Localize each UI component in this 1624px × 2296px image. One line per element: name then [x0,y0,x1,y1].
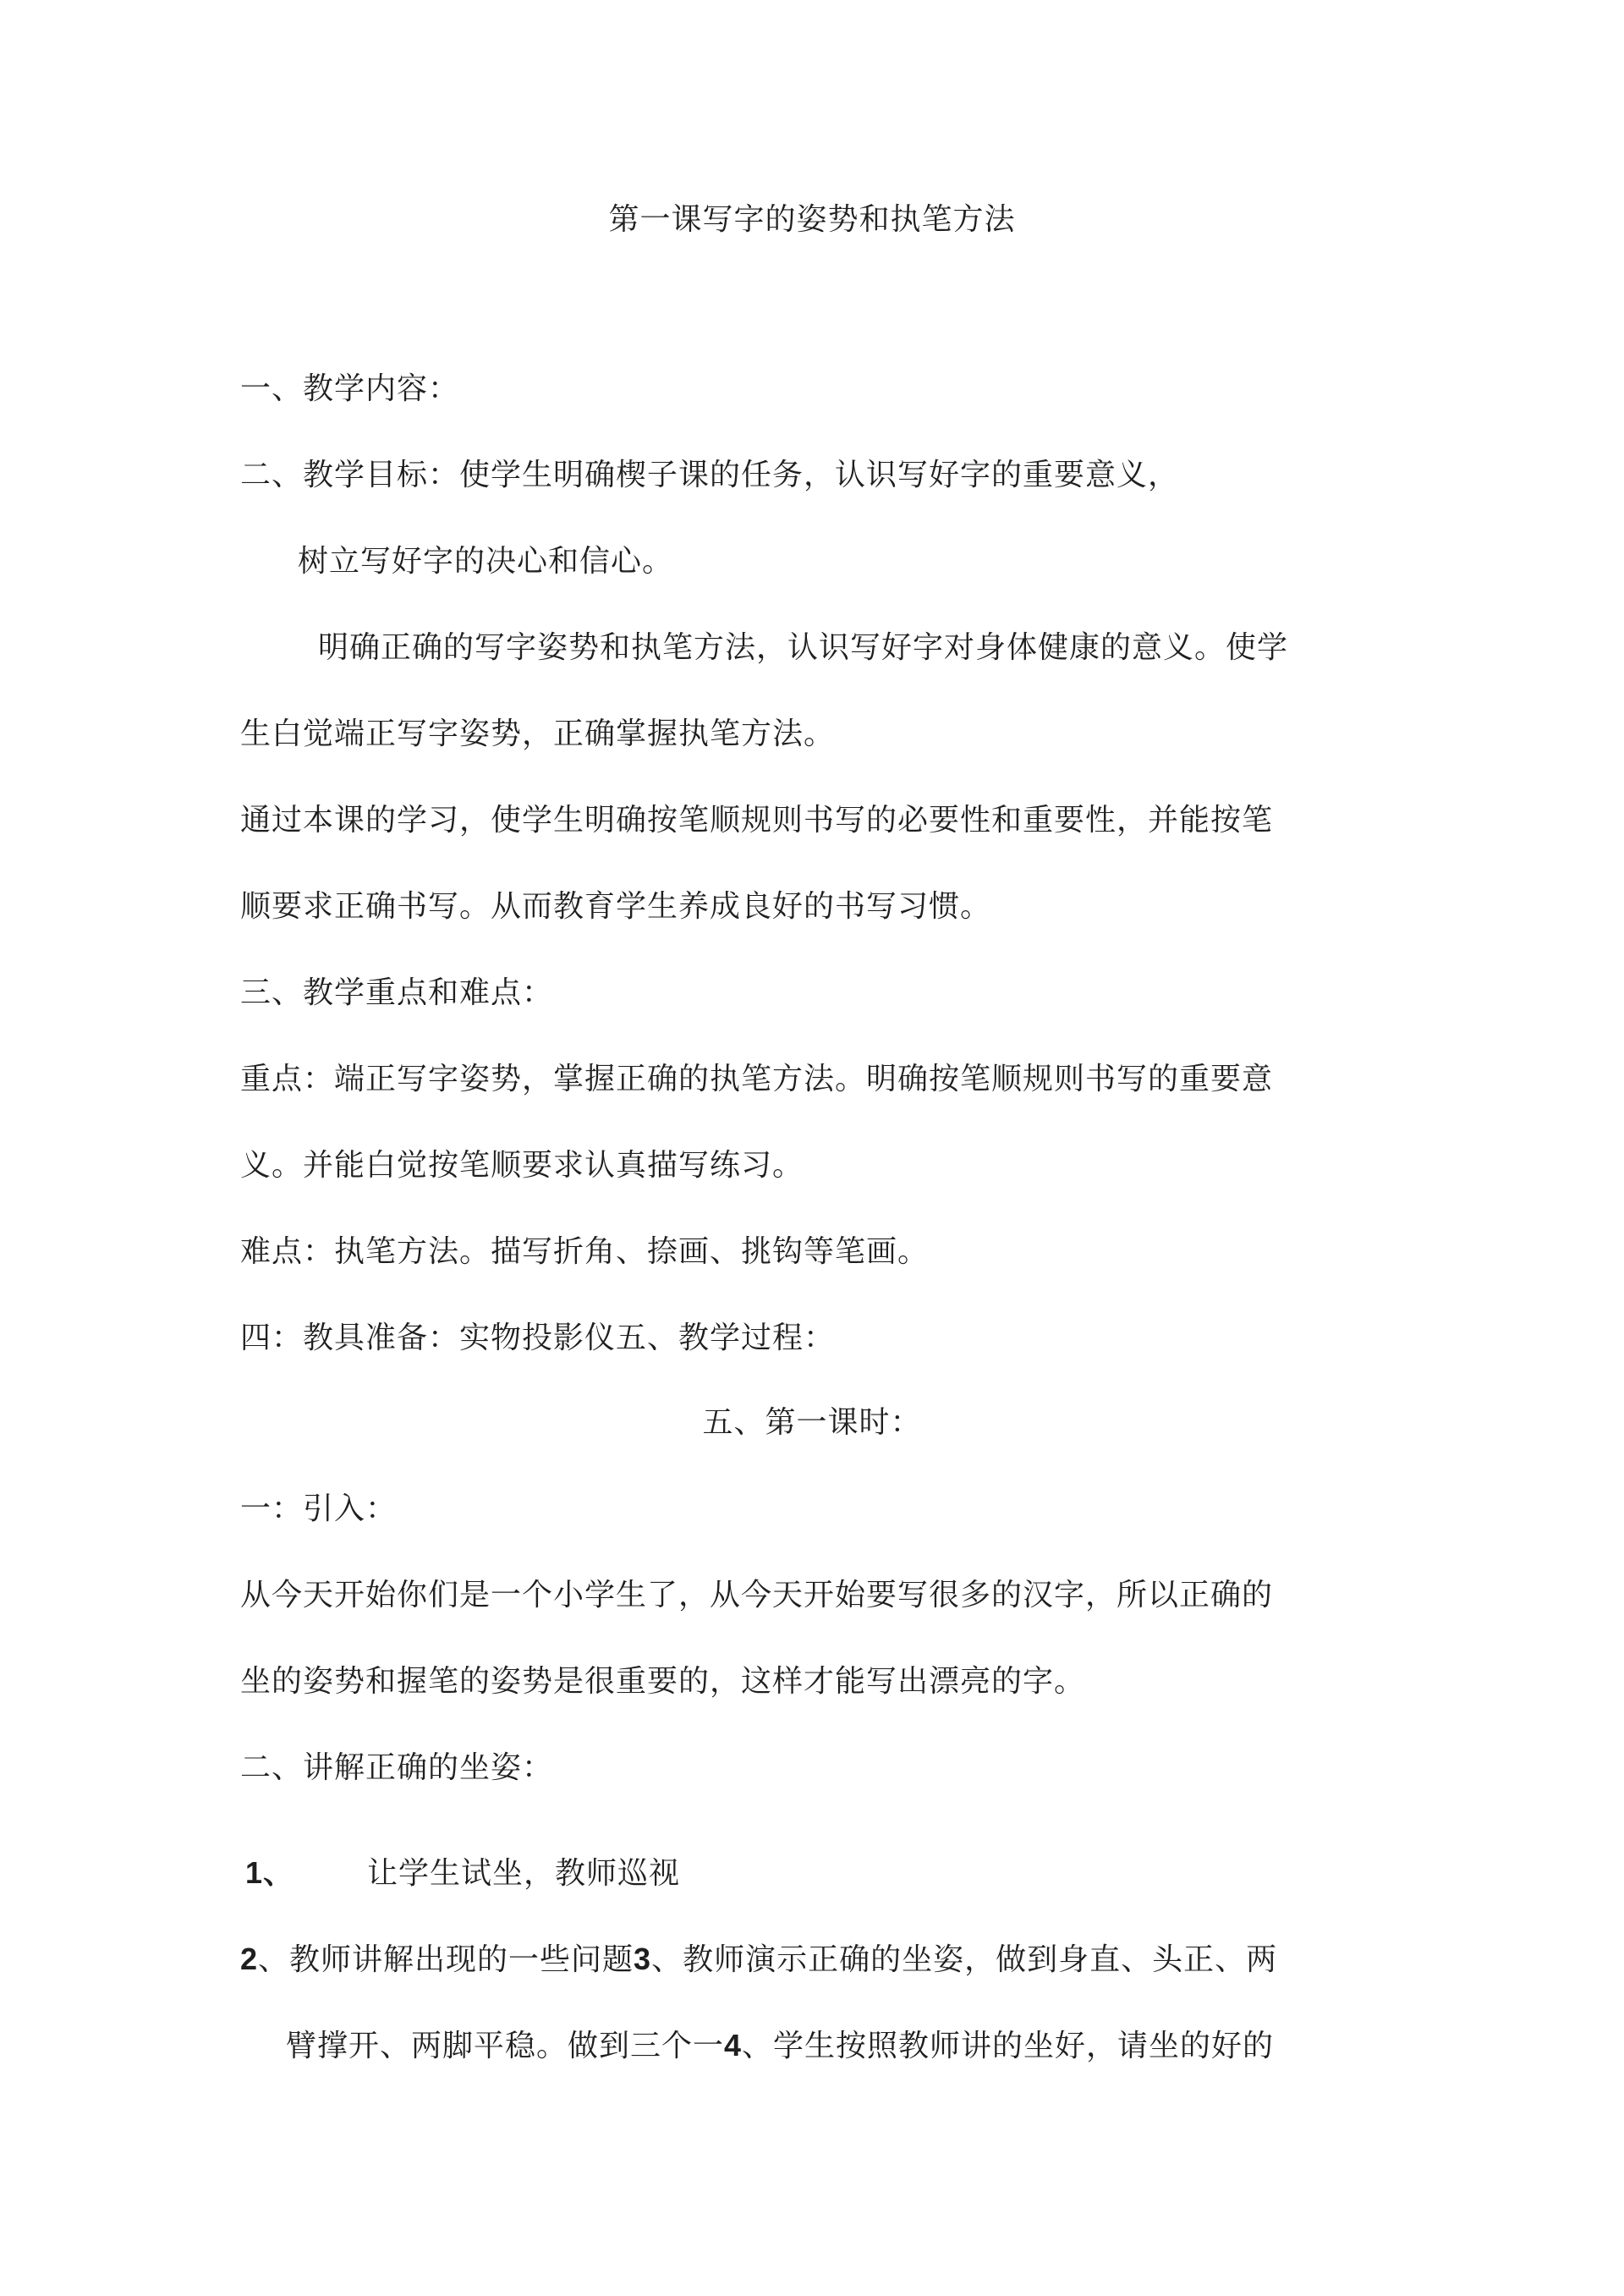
paragraph-stroke-order-cont: 顺要求正确书写。从而教育学生养成良好的书写习惯。 [240,889,992,924]
intro-text: 从今天开始你们是一个小学生了，从今天开始要写很多的汉字，所以正确的 [240,1578,1274,1612]
list-item-1 [245,1854,680,1892]
paragraph-stroke-order: 通过本课的学习，使学生明确按笔顺规则书写的必要性和重要性，并能按笔 [240,803,1274,838]
key-point-text: 重点：端正写字姿势，掌握正确的执笔方法。明确按笔顺规则书写的重要意 [240,1062,1274,1096]
difficulty-text: 难点：执笔方法。描写折角、捺画、挑钩等笔画。 [240,1234,930,1269]
section-teaching-aids: 四：教具准备：实物投影仪五、教学过程： [240,1321,836,1355]
section-teaching-content: 一、教学内容： [240,371,460,406]
section-teaching-goals: 二、教学目标：使学生明确楔子课的任务，认识写好字的重要意义， [240,458,1180,492]
lesson-heading: 五、第一课时： [702,1405,922,1440]
list-item-2-number: 2 [240,1942,259,1976]
list-item-1-number: 1、 [245,1855,295,1890]
intro-text-cont: 坐的姿势和握笔的姿势是很重要的，这样才能写出漂亮的字。 [240,1664,1086,1699]
list-item-4-number: 4 [724,2028,743,2063]
list-item-2-text: 、教师讲解出现的一些问题 [258,1942,634,1977]
key-point-text-cont: 义。并能白觉按笔顺要求认真描写练习。 [240,1148,804,1183]
list-item-3-text: 、教师演示正确的坐姿，做到身直、头正、两 [651,1942,1278,1977]
list-item-3-number: 3 [634,1942,652,1976]
list-item-1-text: 让学生试坐，教师巡视 [367,1856,681,1891]
list-item-2-3 [240,1941,1277,1979]
intro-heading: 一：引入： [240,1491,398,1526]
list-item-4-text: 、学生按照教师讲的坐好，请坐的好的 [742,2029,1275,2063]
section-key-points: 三、教学重点和难点： [240,975,554,1010]
paragraph-posture-goal-cont: 生白觉端正写字姿势，正确掌握执笔方法。 [240,717,836,751]
posture-heading: 二、讲解正确的坐姿： [240,1750,554,1785]
section-teaching-goals-cont: 树立写好字的决心和信心。 [298,544,674,579]
paragraph-posture-goal: 明确正确的写字姿势和执笔方法，认识写好字对身体健康的意义。使学 [318,630,1289,665]
list-item-3-4 [286,2027,1274,2065]
list-item-3-text-cont: 臂撑开、两脚平稳。做到三个一 [286,2029,725,2063]
document-title: 第一课写字的姿势和执笔方法 [608,202,1016,237]
